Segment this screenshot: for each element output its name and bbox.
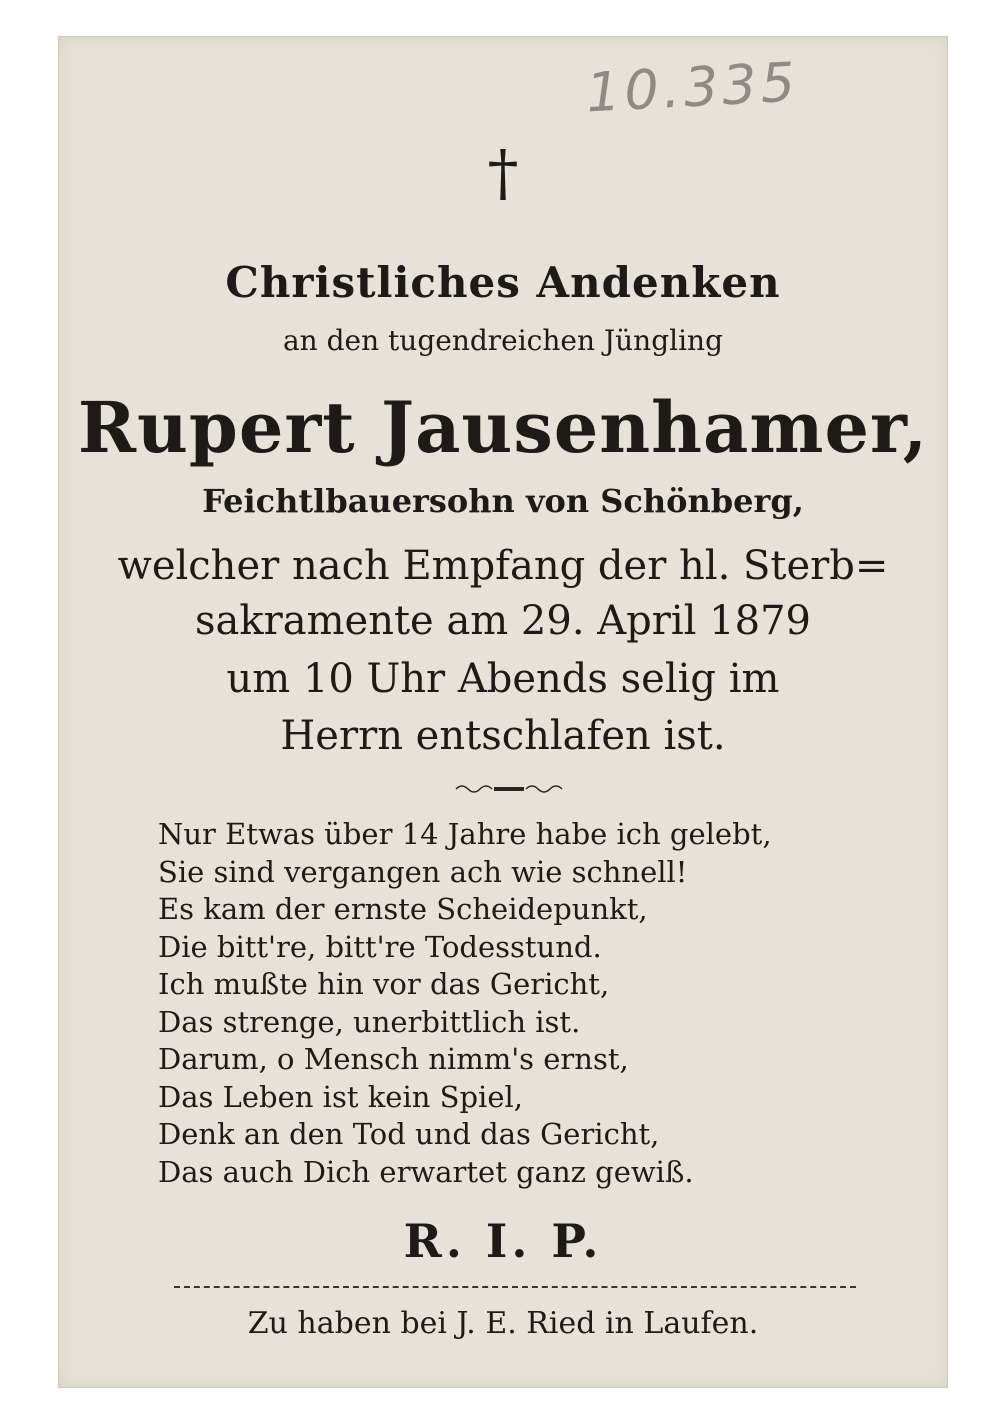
poem-line: Die bitt're, bitt're Todesstund.: [158, 929, 602, 964]
poem-line: Nur Etwas über 14 Jahre habe ich gelebt,: [158, 817, 772, 851]
rip-text: R. I. P.: [403, 1214, 603, 1268]
poem-line: Ich mußte hin vor das Gericht,: [158, 967, 610, 1001]
poem-line: Das strenge, unerbittlich ist.: [158, 1004, 581, 1039]
body-line: Herrn entschlafen ist.: [280, 713, 726, 759]
poem-line: Es kam der ernste Scheidepunkt,: [158, 892, 648, 926]
cross-icon: †: [487, 136, 519, 209]
poem: [158, 816, 878, 1191]
handwritten-number: 10.335: [584, 50, 801, 125]
deceased-name: Rupert Jausenhamer,: [77, 386, 929, 469]
poem-line: Das Leben ist kein Spiel,: [158, 1079, 523, 1114]
memorial-card: [58, 36, 948, 1388]
poem-line: Sie sind vergangen ach wie schnell!: [158, 854, 688, 889]
divider-rule: [174, 1286, 856, 1288]
body-line: sakramente am 29. April 1879: [195, 598, 811, 644]
publisher-line: Zu haben bei J. E. Ried in Laufen.: [247, 1306, 759, 1341]
card-subtitle: an den tugendreichen Jüngling: [282, 324, 723, 357]
ornament-divider: [454, 782, 564, 796]
deceased-origin: Feichtlbauersohn von Schönberg,: [202, 482, 804, 520]
poem-line: Das auch Dich erwartet ganz gewiß.: [158, 1154, 694, 1189]
body-line: welcher nach Empfang der hl. Sterb=: [117, 543, 889, 589]
poem-line: Denk an den Tod und das Gericht,: [158, 1117, 660, 1151]
card-title: Christliches Andenken: [225, 258, 781, 307]
body-line: um 10 Uhr Abends selig im: [226, 656, 780, 702]
poem-line: Darum, o Mensch nimm's ernst,: [158, 1042, 629, 1076]
